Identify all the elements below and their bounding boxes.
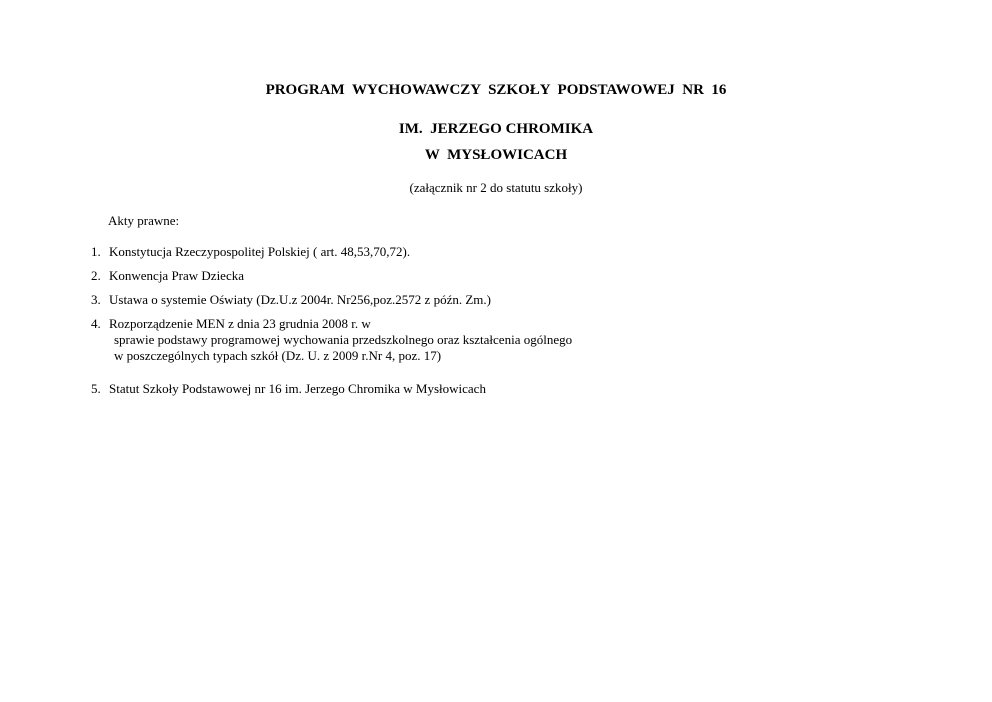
document-title-line-2: IM. JERZEGO CHROMIKA	[398, 121, 594, 137]
list-item-text: Rozporządzenie MEN z dnia 23 grudnia 2008 r. w	[109, 316, 371, 331]
list-item-number: 4.	[91, 316, 101, 331]
list-item-text: Konwencja Praw Dziecka	[109, 268, 244, 283]
list-item	[91, 244, 572, 260]
legal-acts-list	[91, 244, 572, 397]
section-label-legal-acts: Akty prawne:	[108, 213, 180, 228]
document-subtitle: (załącznik nr 2 do statutu szkoły)	[409, 180, 583, 195]
list-item-number: 3.	[91, 292, 101, 307]
list-item	[91, 381, 572, 397]
list-item-text: Ustawa o systemie Oświaty (Dz.U.z 2004r. Nr256,poz.2572 z późn. Zm.)	[109, 292, 491, 307]
list-item-text-continuation: w poszczególnych typach szkół (Dz. U. z 2009 r.Nr 4, poz. 17)	[114, 348, 442, 363]
list-item-text: Statut Szkoły Podstawowej nr 16 im. Jerzego Chromika w Mysłowicach	[109, 381, 486, 396]
document-title-line-3: W MYSŁOWICACH	[424, 147, 568, 163]
list-item-text: Konstytucja Rzeczypospolitej Polskiej ( art. 48,53,70,72).	[109, 244, 411, 259]
list-item	[91, 316, 572, 364]
list-item-number: 2.	[91, 268, 101, 283]
list-item-number: 1.	[91, 244, 101, 259]
list-item-number: 5.	[91, 381, 101, 396]
list-item	[91, 292, 572, 308]
list-item-text-continuation: sprawie podstawy programowej wychowania przedszkolnego oraz kształcenia ogólnego	[114, 332, 573, 347]
list-item	[91, 268, 572, 284]
document-title-line-1: PROGRAM WYCHOWAWCZY SZKOŁY PODSTAWOWEJ NR 16	[265, 82, 727, 98]
